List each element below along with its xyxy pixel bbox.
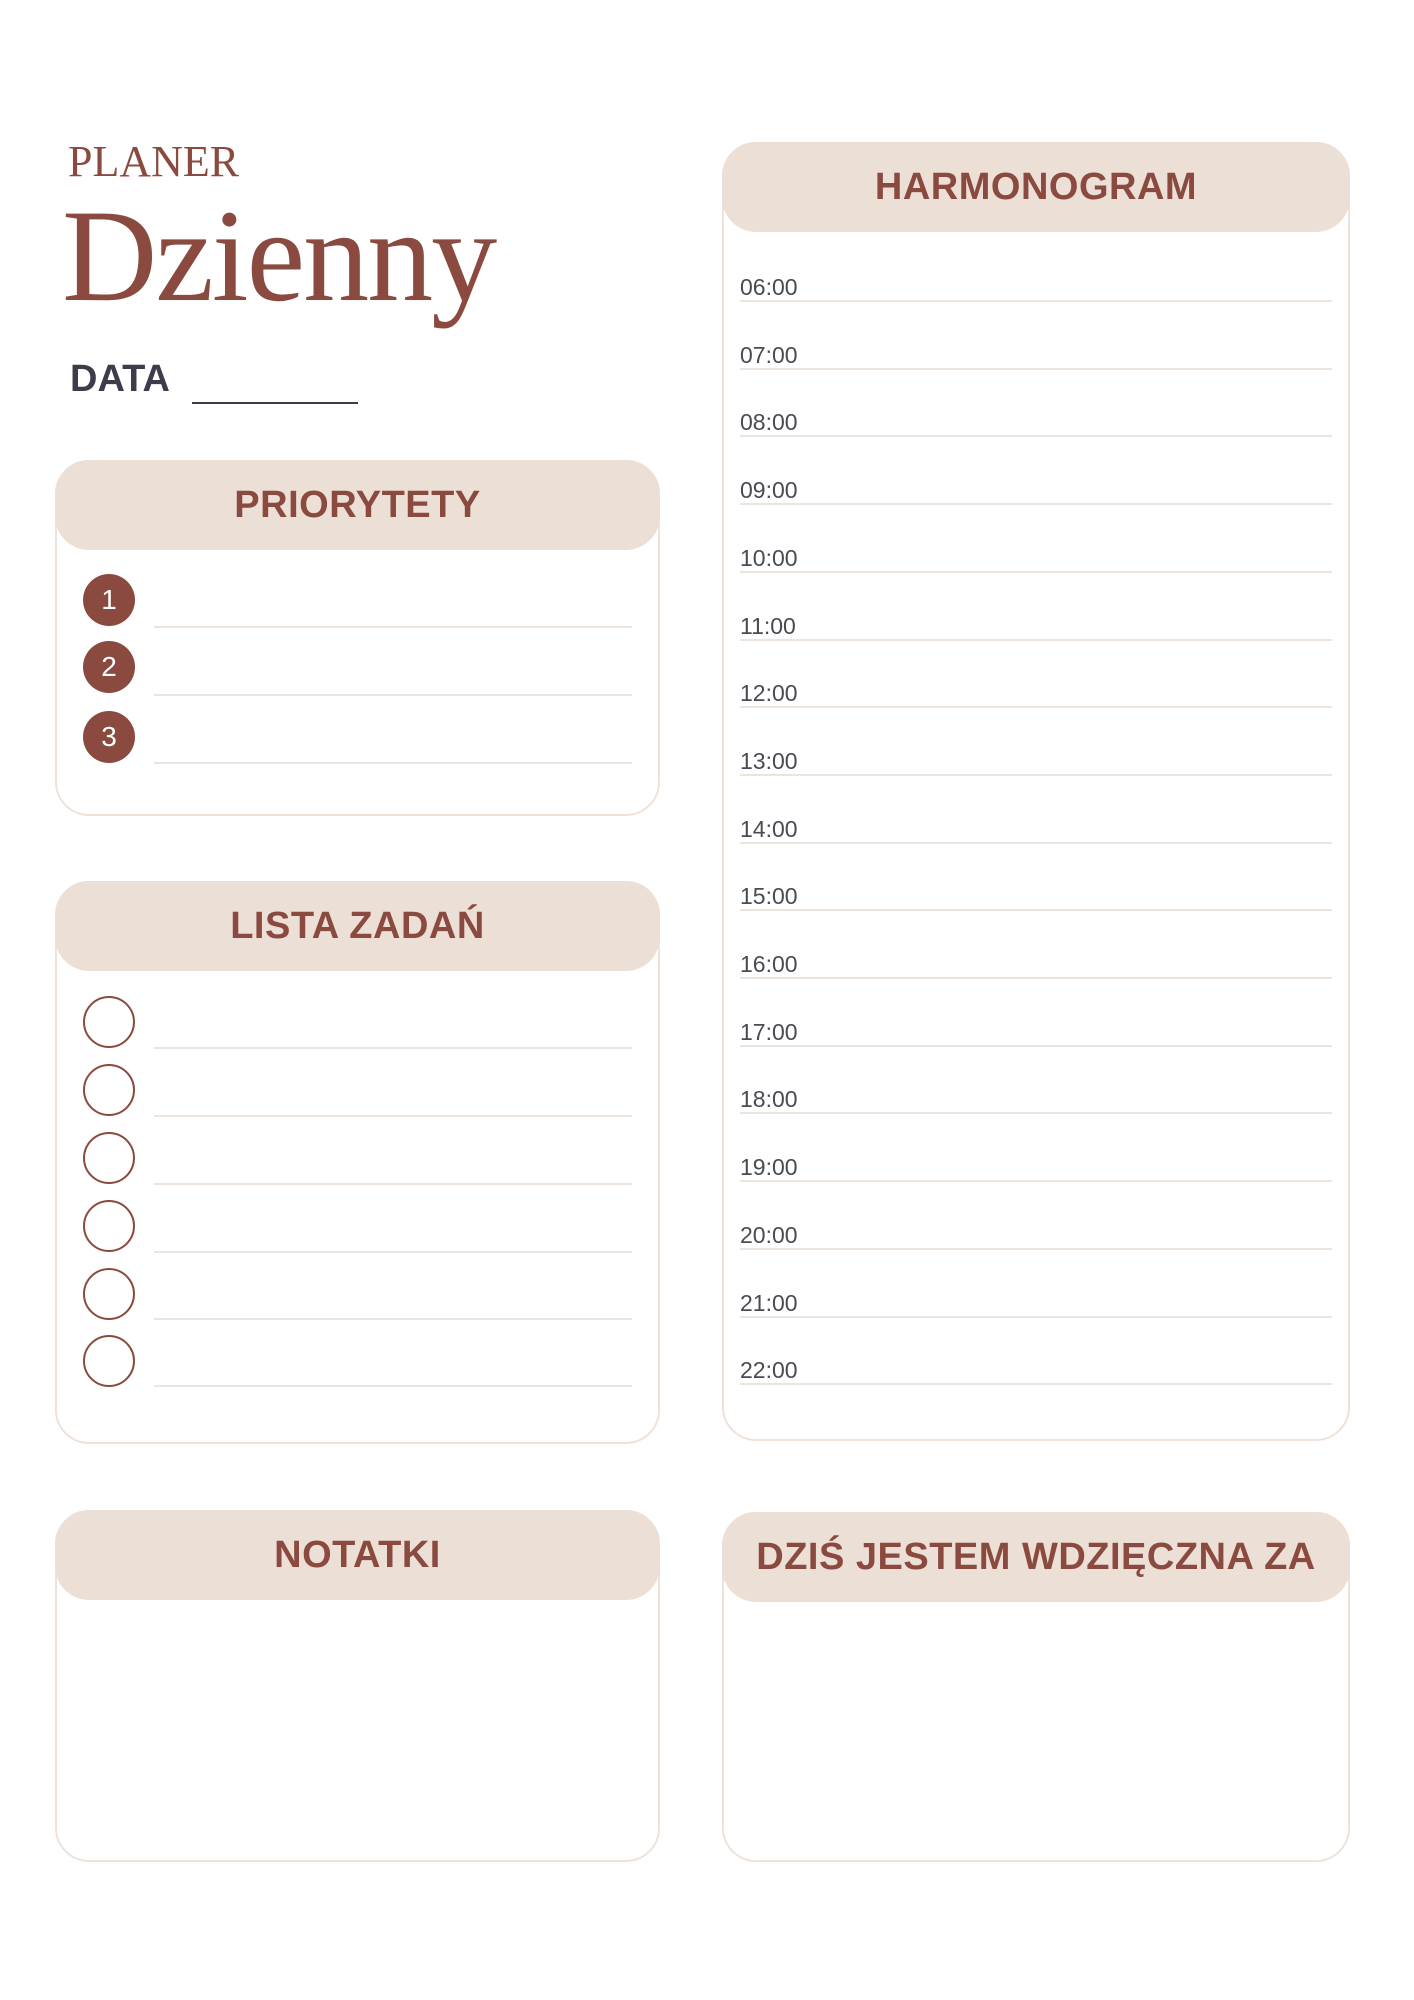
priority-number: 3 [83,711,135,763]
priority-line[interactable] [154,762,632,764]
gratitude-card[interactable] [722,1512,1350,1862]
schedule-time-label: 10:00 [740,544,798,571]
schedule-time-label: 22:00 [740,1357,798,1384]
schedule-time-label: 07:00 [740,341,798,368]
schedule-time-label: 17:00 [740,1018,798,1045]
schedule-line[interactable] [740,435,1332,437]
schedule-line[interactable] [740,1316,1332,1318]
priority-line[interactable] [154,626,632,628]
schedule-time-label: 12:00 [740,680,798,707]
schedule-line[interactable] [740,977,1332,979]
schedule-time-label: 19:00 [740,1154,798,1181]
task-line[interactable] [154,1318,632,1320]
task-line[interactable] [154,1047,632,1049]
schedule-line[interactable] [740,774,1332,776]
task-checkbox[interactable] [83,1268,135,1320]
schedule-time-label: 15:00 [740,883,798,910]
task-checkbox[interactable] [83,1335,135,1387]
task-checkbox[interactable] [83,1200,135,1252]
schedule-line[interactable] [740,639,1332,641]
schedule-time-label: 16:00 [740,951,798,977]
date-label: DATA [70,358,170,400]
schedule-line[interactable] [740,842,1332,844]
task-line[interactable] [154,1183,632,1185]
task-checkbox[interactable] [83,996,135,1048]
schedule-time-label: 20:00 [740,1221,798,1248]
task-line[interactable] [154,1385,632,1387]
task-line[interactable] [154,1251,632,1253]
schedule-time-label: 09:00 [740,477,798,504]
task-list-card [55,881,660,1444]
planner-title: Dzienny [62,182,496,329]
priorities-title: PRIORYTETY [55,460,660,550]
gratitude-title: DZIŚ JESTEM WDZIĘCZNA ZA [722,1512,1350,1602]
schedule-time-label: 21:00 [740,1289,798,1316]
schedule-line[interactable] [740,1112,1332,1114]
priority-number: 2 [83,641,135,693]
planner-label: PLANER [68,137,240,186]
schedule-time-label: 18:00 [740,1086,798,1113]
schedule-time-label: 11:00 [740,612,796,639]
schedule-time-label: 13:00 [740,747,798,774]
task-line[interactable] [154,1115,632,1117]
schedule-line[interactable] [740,909,1332,911]
schedule-line[interactable] [740,503,1332,505]
task-checkbox[interactable] [83,1064,135,1116]
priority-number: 1 [83,574,135,626]
schedule-line[interactable] [740,368,1332,370]
schedule-card [722,142,1350,1441]
notes-card[interactable] [55,1510,660,1862]
schedule-time-label: 14:00 [740,815,798,842]
task-list-title: LISTA ZADAŃ [55,881,660,971]
task-checkbox[interactable] [83,1132,135,1184]
schedule-line[interactable] [740,1180,1332,1182]
notes-title: NOTATKI [55,1510,660,1600]
schedule-title: HARMONOGRAM [722,142,1350,232]
date-input-line[interactable] [192,402,358,404]
priority-line[interactable] [154,694,632,696]
schedule-line[interactable] [740,706,1332,708]
schedule-line[interactable] [740,1383,1332,1385]
schedule-line[interactable] [740,571,1332,573]
schedule-time-label: 08:00 [740,409,798,436]
schedule-line[interactable] [740,1045,1332,1047]
schedule-time-label: 06:00 [740,274,798,300]
schedule-line[interactable] [740,1248,1332,1250]
schedule-line[interactable] [740,300,1332,302]
